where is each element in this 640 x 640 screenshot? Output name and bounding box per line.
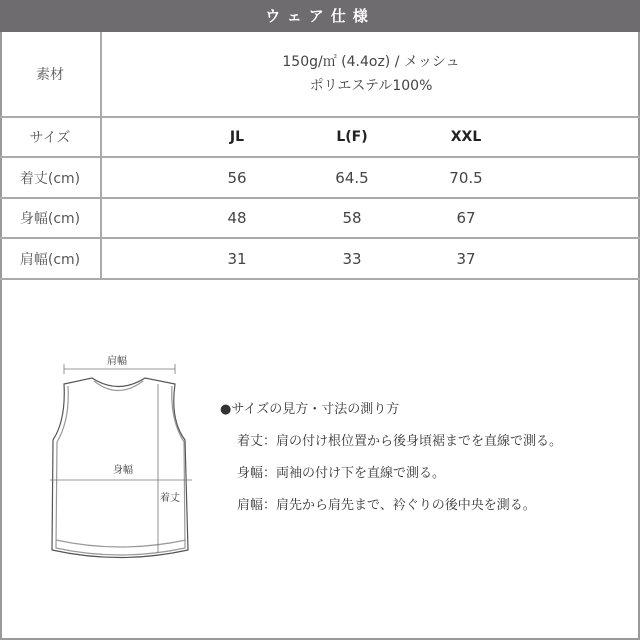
table-cell: 70.5 bbox=[449, 168, 483, 187]
table-cell: 37 bbox=[456, 249, 476, 268]
table-cell: 64.5 bbox=[335, 168, 369, 187]
table-cell: 31 bbox=[227, 249, 247, 268]
table-cell: 58 bbox=[342, 209, 362, 227]
measurement-guide bbox=[220, 400, 562, 528]
table-cell: 48 bbox=[227, 209, 247, 227]
material-row bbox=[0, 32, 640, 118]
table-row bbox=[0, 199, 640, 239]
guide-title: ●サイズの見方・寸法の測り方 bbox=[220, 402, 400, 417]
table-cell: 67 bbox=[456, 209, 476, 227]
length-label: 着丈 bbox=[160, 493, 180, 504]
row-label: 着丈(cm) bbox=[0, 158, 102, 197]
table-cell: 33 bbox=[342, 249, 362, 268]
material-line2: ポリエステル100% bbox=[309, 78, 433, 94]
material-value bbox=[102, 32, 640, 116]
page-title: ウェア仕様 bbox=[0, 0, 640, 32]
material-label: 素材 bbox=[0, 32, 102, 116]
row-label: 肩幅(cm) bbox=[0, 239, 102, 278]
size-header-row bbox=[0, 118, 640, 158]
table-row bbox=[0, 239, 640, 280]
size-lf: L(F) bbox=[336, 129, 368, 145]
guide-item: 肩幅：肩先から肩先まで、衿ぐりの後中央を測る。 bbox=[237, 498, 536, 513]
row-label: 身幅(cm) bbox=[0, 199, 102, 237]
size-jl: JL bbox=[229, 129, 245, 145]
material-line1: 150g/㎡ (4.4oz) / メッシュ bbox=[282, 54, 460, 70]
vest-diagram bbox=[0, 340, 210, 570]
guide-item: 着丈：肩の付け根位置から後身頃裾までを直線で測る。 bbox=[237, 434, 563, 449]
table-row bbox=[0, 158, 640, 199]
size-xxl: XXL bbox=[450, 129, 482, 145]
size-label: サイズ bbox=[0, 118, 102, 156]
shoulder-width-label: 肩幅 bbox=[107, 356, 127, 367]
body-width-label: 身幅 bbox=[113, 465, 133, 476]
table-cell: 56 bbox=[227, 168, 247, 187]
guide-item: 身幅：両袖の付け下を直線で測る。 bbox=[237, 466, 446, 481]
